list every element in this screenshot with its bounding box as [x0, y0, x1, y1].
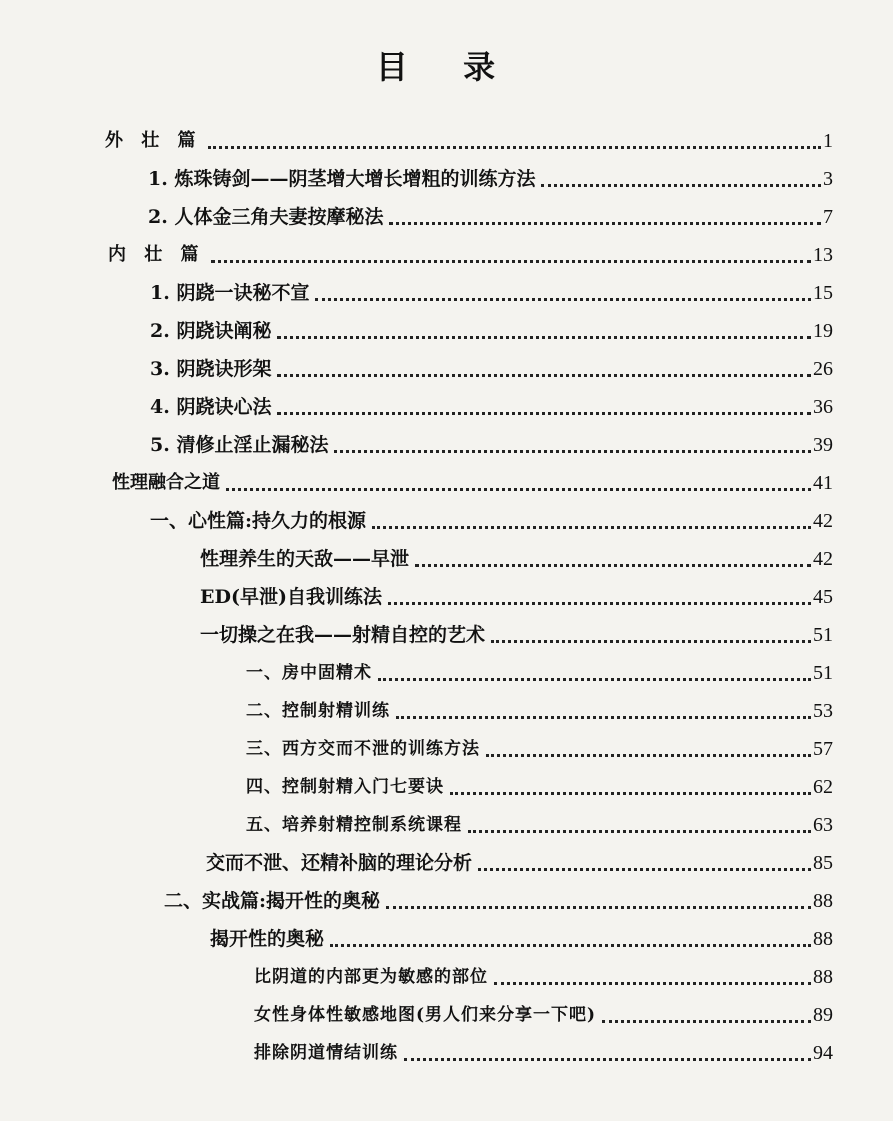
toc-entry[interactable] — [246, 694, 833, 724]
toc-entry[interactable] — [246, 656, 833, 686]
leader-dots — [277, 336, 811, 339]
toc-entry-page: 51 — [813, 624, 833, 646]
leader-dots — [226, 488, 811, 491]
toc-entry-page: 42 — [813, 510, 833, 532]
leader-dots — [208, 146, 821, 149]
toc-entry[interactable] — [105, 124, 833, 154]
toc-entry-text: 5. 清修止淫止漏秘法 — [150, 434, 329, 456]
toc-entry-page: 15 — [813, 282, 833, 304]
toc-entry-page: 88 — [813, 928, 833, 950]
toc-entry[interactable] — [112, 466, 833, 496]
leader-dots — [602, 1020, 811, 1023]
leader-dots — [415, 564, 811, 567]
toc-entry-page: 39 — [813, 434, 833, 456]
leader-dots — [491, 640, 811, 643]
toc-entry[interactable] — [150, 504, 833, 534]
toc-entry-page: 62 — [813, 776, 833, 798]
toc-entry-text: 1. 炼珠铸剑——阴茎增大增长增粗的训练方法 — [148, 168, 536, 190]
toc-entry[interactable] — [254, 998, 833, 1028]
toc-entry[interactable] — [164, 884, 833, 914]
toc-entry-text: ED(早泄)自我训练法 — [200, 586, 382, 608]
toc-entry-text: 外 壮 篇 — [105, 130, 202, 151]
toc-entry[interactable] — [150, 352, 833, 382]
toc-entry-page: 51 — [813, 662, 833, 684]
toc-entry[interactable] — [246, 732, 833, 762]
toc-entry-page: 63 — [813, 814, 833, 836]
toc-entry[interactable] — [150, 314, 833, 344]
leader-dots — [330, 944, 811, 947]
toc-entry-text: 4. 阴跷诀心法 — [150, 396, 272, 418]
toc-entry-page: 88 — [813, 890, 833, 912]
toc-entry-text: 二、实战篇:揭开性的奥秘 — [164, 890, 381, 912]
toc-entry[interactable] — [150, 390, 833, 420]
toc-entry-page: 7 — [823, 206, 833, 228]
leader-dots — [541, 184, 821, 187]
toc-entry-page: 94 — [813, 1042, 833, 1064]
toc-entry[interactable] — [246, 770, 833, 800]
toc-entry-text: 二、控制射精训练 — [246, 701, 390, 721]
toc-entry-page: 89 — [813, 1004, 833, 1026]
toc-entry-text: 一、心性篇:持久力的根源 — [150, 510, 367, 532]
leader-dots — [388, 602, 811, 605]
toc-entry-text: 3. 阴跷诀形架 — [150, 358, 272, 380]
toc-entry-page: 53 — [813, 700, 833, 722]
toc-entry-text: 揭开性的奥秘 — [210, 928, 325, 950]
toc-entry-text: 排除阴道情结训练 — [254, 1043, 398, 1063]
toc-entry-page: 13 — [813, 244, 833, 266]
toc-entry-page: 42 — [813, 548, 833, 570]
toc-entry-page: 19 — [813, 320, 833, 342]
toc-entry[interactable] — [108, 238, 833, 268]
toc-entry-page: 26 — [813, 358, 833, 380]
toc-entry-page: 3 — [823, 168, 833, 190]
toc-entry-text: 1. 阴跷一诀秘不宣 — [150, 282, 310, 304]
toc-entry-text: 一、房中固精术 — [246, 663, 372, 683]
toc-entry[interactable] — [206, 846, 833, 876]
toc-entry-page: 85 — [813, 852, 833, 874]
toc-entry-page: 57 — [813, 738, 833, 760]
leader-dots — [396, 716, 811, 719]
toc-entry-text: 2. 阴跷诀阐秘 — [150, 320, 272, 342]
toc-entry-page: 41 — [813, 472, 833, 494]
leader-dots — [315, 298, 811, 301]
leader-dots — [277, 412, 811, 415]
toc-entry[interactable] — [148, 162, 833, 192]
toc-entry-text: 2. 人体金三角夫妻按摩秘法 — [148, 206, 384, 228]
leader-dots — [404, 1058, 811, 1061]
leader-dots — [334, 450, 811, 453]
leader-dots — [494, 982, 811, 985]
leader-dots — [211, 260, 811, 263]
toc-entry-text: 三、西方交而不泄的训练方法 — [246, 739, 480, 759]
toc-entry-text: 五、培养射精控制系统课程 — [246, 815, 462, 835]
leader-dots — [378, 678, 811, 681]
leader-dots — [468, 830, 811, 833]
leader-dots — [386, 906, 811, 909]
page-title: 目 录 — [375, 48, 518, 86]
toc-entry[interactable] — [200, 580, 833, 610]
toc-entry[interactable] — [200, 542, 833, 572]
toc-entry[interactable] — [254, 1036, 833, 1066]
toc-entry[interactable] — [254, 960, 833, 990]
leader-dots — [478, 868, 811, 871]
toc-entry-text: 比阴道的内部更为敏感的部位 — [254, 967, 488, 987]
toc-entry[interactable] — [246, 808, 833, 838]
toc-entry-text: 一切操之在我——射精自控的艺术 — [200, 624, 486, 646]
toc-entry-page: 1 — [823, 130, 833, 152]
leader-dots — [486, 754, 811, 757]
toc-entry-page: 88 — [813, 966, 833, 988]
toc-entry-page: 36 — [813, 396, 833, 418]
toc-entry-text: 女性身体性敏感地图(男人们来分享一下吧) — [254, 1005, 597, 1025]
toc-entry[interactable] — [150, 428, 833, 458]
toc-entry[interactable] — [148, 200, 833, 230]
leader-dots — [277, 374, 811, 377]
toc-entry-page: 45 — [813, 586, 833, 608]
leader-dots — [389, 222, 821, 225]
toc-entry-text: 内 壮 篇 — [108, 244, 205, 265]
toc-entry-text: 四、控制射精入门七要诀 — [246, 777, 444, 797]
toc-entry-text: 性理养生的天敌——早泄 — [200, 548, 410, 570]
toc-entry-text: 交而不泄、还精补脑的理论分析 — [206, 852, 473, 874]
leader-dots — [450, 792, 811, 795]
toc-entry-text: 性理融合之道 — [112, 472, 220, 493]
toc-entry[interactable] — [210, 922, 833, 952]
leader-dots — [372, 526, 811, 529]
toc-entry[interactable] — [200, 618, 833, 648]
toc-entry[interactable] — [150, 276, 833, 306]
